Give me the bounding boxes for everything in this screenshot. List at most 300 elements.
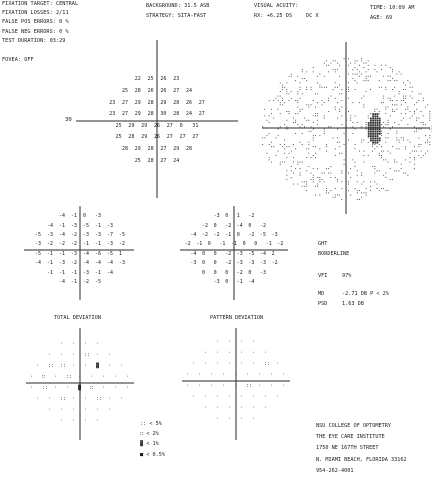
grayscale-dot [346, 195, 347, 196]
grayscale-dot [348, 184, 349, 185]
grayscale-dot [300, 173, 301, 174]
grayscale-dot [392, 78, 393, 79]
grayscale-dot [377, 113, 379, 115]
probability-symbol: · [192, 360, 196, 367]
probability-symbol: · [270, 382, 274, 389]
legend-symbol-2: ∷ [140, 431, 144, 438]
grayscale-dot [284, 140, 285, 141]
pattern-deviation-cell: -4 [248, 278, 255, 285]
grayscale-dot [317, 82, 318, 83]
total-deviation-cell: -4 [83, 250, 90, 257]
pattern-deviation-cell: 1 [236, 213, 240, 220]
grayscale-dot [348, 89, 349, 90]
grayscale-dot [381, 65, 382, 66]
threshold-cell: 25 [115, 134, 122, 141]
grayscale-dot [421, 93, 422, 94]
grayscale-dot [414, 113, 415, 114]
grayscale-dot [330, 177, 331, 178]
grayscale-dot [350, 120, 351, 121]
grayscale-dot [372, 113, 374, 115]
grayscale-dot [414, 168, 415, 169]
grayscale-dot [352, 159, 353, 160]
grayscale-dot [392, 146, 393, 147]
grayscale-dot [282, 162, 283, 163]
threshold-cell: 28 [128, 134, 135, 141]
grayscale-dot [348, 111, 349, 112]
grayscale-dot [379, 155, 380, 156]
pattern-deviation-cell: -3 [236, 250, 243, 257]
grayscale-dot [319, 87, 320, 88]
grayscale-dot [280, 82, 281, 83]
grayscale-dot [304, 126, 305, 127]
grayscale-dot [313, 168, 314, 169]
grayscale-dot [363, 63, 364, 64]
grayscale-dot [421, 151, 422, 152]
grayscale-dot [418, 100, 419, 101]
probability-symbol: · [252, 349, 256, 356]
grayscale-dot [293, 173, 294, 174]
probability-symbol: · [216, 393, 220, 400]
probability-symbol: · [216, 349, 220, 356]
threshold-cell: 29 [134, 146, 141, 152]
background: BACKGROUND: 31.5 ASB [146, 3, 210, 9]
grayscale-dot [363, 151, 364, 152]
grayscale-dot [370, 129, 372, 131]
grayscale-dot [372, 146, 373, 147]
grayscale-dot [335, 107, 336, 108]
dc: DC X [306, 13, 319, 19]
grayscale-dot [335, 188, 336, 189]
probability-symbol: · [72, 351, 76, 358]
grayscale-dot [368, 60, 369, 61]
grayscale-dot [377, 129, 379, 131]
grayscale-dot [401, 74, 402, 75]
threshold-cell: 27 [122, 111, 129, 118]
grayscale-dot [284, 162, 285, 163]
total-deviation-cell: -1 [95, 269, 102, 276]
grayscale-dot [361, 74, 362, 75]
grayscale-dot [269, 133, 270, 134]
pattern-deviation-cell: -3 [260, 269, 267, 276]
grayscale-dot [374, 181, 375, 182]
grayscale-dot [357, 74, 358, 75]
grayscale-dot [394, 122, 395, 123]
grayscale-dot [416, 102, 417, 103]
total-deviation-cell: -5 [95, 278, 102, 285]
grayscale-dot [326, 151, 327, 152]
grayscale-field [262, 58, 432, 200]
grayscale-dot [293, 122, 294, 123]
grayscale-dot [317, 177, 318, 178]
total-deviation-cell: -4 [107, 269, 114, 276]
pattern-deviation-cell: -2 [225, 260, 232, 267]
grayscale-dot [297, 91, 298, 92]
grayscale-dot [291, 76, 292, 77]
grayscale-dot [333, 60, 334, 61]
grayscale-dot [278, 109, 279, 110]
grayscale-dot [374, 135, 376, 137]
grayscale-dot [286, 93, 287, 94]
pattern-deviation-cell: -2 [236, 269, 243, 276]
grayscale-dot [381, 157, 382, 158]
grayscale-dot [317, 102, 318, 103]
probability-symbol: · [108, 362, 112, 369]
grayscale-dot [385, 87, 386, 88]
grayscale-dot [308, 131, 309, 132]
grayscale-dot [407, 140, 408, 141]
grayscale-dot [313, 177, 314, 178]
grayscale-dot [374, 129, 376, 131]
grayscale-dot [280, 91, 281, 92]
grayscale-dot [284, 102, 285, 103]
grayscale-dot [377, 137, 379, 139]
probability-symbol: · [72, 395, 76, 402]
grayscale-dot [355, 148, 356, 149]
grayscale-dot [341, 124, 342, 125]
grayscale-dot [407, 124, 408, 125]
grayscale-dot [363, 80, 364, 81]
grayscale-dot [425, 124, 426, 125]
pattern-deviation-cell: -1 [231, 241, 238, 248]
probability-symbol: :: [60, 395, 67, 402]
grayscale-dot [374, 173, 375, 174]
threshold-cell: 27 [198, 99, 205, 106]
grayscale-dot [392, 109, 393, 110]
grayscale-dot [286, 170, 287, 171]
probability-symbol: · [234, 382, 238, 389]
probability-symbol: · [228, 404, 232, 411]
grayscale-dot [363, 107, 364, 108]
grayscale-dot [377, 146, 378, 147]
grayscale-dot [370, 131, 372, 133]
grayscale-dot [297, 93, 298, 94]
total-deviation-cell: -1 [59, 269, 66, 276]
threshold-cell: 27 [198, 111, 205, 118]
grayscale-dot [383, 122, 384, 123]
grayscale-dot [407, 80, 408, 81]
total-deviation-cell: -1 [47, 269, 54, 276]
grayscale-dot [278, 96, 279, 97]
grayscale-dot [324, 118, 325, 119]
grayscale-dot [410, 142, 411, 143]
grayscale-dot [313, 137, 314, 138]
grayscale-dot [377, 120, 379, 122]
total-deviation-cell: -1 [95, 241, 102, 248]
grayscale-dot [379, 190, 380, 191]
grayscale-dot [289, 113, 290, 114]
pattern-deviation-cell: -4 [190, 250, 197, 257]
threshold-cell: 23 [109, 99, 116, 106]
probability-symbol: · [222, 382, 226, 389]
probability-symbol: · [282, 371, 286, 378]
grayscale-dot [273, 118, 274, 119]
grayscale-dot [352, 69, 353, 70]
grayscale-dot [262, 126, 263, 127]
threshold-cell: 28 [147, 99, 154, 106]
grayscale-dot [341, 100, 342, 101]
grayscale-dot [388, 151, 389, 152]
total-deviation-cell: -2 [59, 241, 66, 248]
grayscale-dot [348, 74, 349, 75]
grayscale-dot [410, 157, 411, 158]
grayscale-dot [319, 181, 320, 182]
grayscale-dot [295, 80, 296, 81]
grayscale-dot [407, 107, 408, 108]
grayscale-dot [377, 122, 379, 124]
grayscale-dot [339, 93, 340, 94]
grayscale-dot [302, 109, 303, 110]
grayscale-dot [317, 186, 318, 187]
grayscale-dot [326, 190, 327, 191]
grayscale-dot [275, 98, 276, 99]
grayscale-dot [403, 140, 404, 141]
grayscale-dot [333, 197, 334, 198]
grayscale-dot [357, 190, 358, 191]
grayscale-dot [396, 140, 397, 141]
threshold-cell: 29 [134, 111, 141, 118]
grayscale-dot [267, 135, 268, 136]
grayscale-dot [381, 133, 382, 134]
threshold-cell: 29 [141, 134, 148, 141]
grayscale-dot [328, 98, 329, 99]
probability-symbol: · [114, 384, 118, 391]
grayscale-dot [341, 89, 342, 90]
grayscale-dot [381, 188, 382, 189]
grayscale-dot [374, 111, 375, 112]
grayscale-dot [306, 184, 307, 185]
grayscale-dot [326, 146, 327, 147]
pattern-deviation-cell: -3 [260, 260, 267, 267]
grayscale-dot [284, 153, 285, 154]
grayscale-dot [282, 89, 283, 90]
probability-symbol: · [228, 338, 232, 345]
threshold-cell: 29 [141, 122, 148, 129]
grayscale-dot [311, 131, 312, 132]
grayscale-dot [348, 82, 349, 83]
grayscale-dot [423, 98, 424, 99]
grayscale-dot [368, 76, 369, 77]
probability-symbol: · [84, 362, 88, 369]
grayscale-dot [429, 129, 430, 130]
grayscale-dot [341, 173, 342, 174]
grayscale-dot [429, 144, 430, 145]
grayscale-dot [335, 195, 336, 196]
grayscale-dot [289, 93, 290, 94]
grayscale-dot [337, 63, 338, 64]
grayscale-dot [289, 76, 290, 77]
pattern-deviation-cell: -1 [225, 231, 232, 238]
legend-item-2 [140, 432, 165, 437]
grayscale-dot [291, 91, 292, 92]
threshold-cell: 30 [160, 111, 167, 118]
grayscale-dot [355, 63, 356, 64]
grayscale-dot [374, 113, 376, 115]
grayscale-dot [311, 104, 312, 105]
threshold-cell: 27 [122, 99, 129, 106]
grayscale-dot [293, 162, 294, 163]
grayscale-dot [401, 168, 402, 169]
grayscale-dot [317, 113, 318, 114]
grayscale-dot [273, 100, 274, 101]
grayscale-dot [350, 177, 351, 178]
grayscale-dot [330, 96, 331, 97]
grayscale-dot [352, 133, 353, 134]
grayscale-dot [366, 195, 367, 196]
grayscale-dot [280, 144, 281, 145]
grayscale-dot [405, 113, 406, 114]
grayscale-dot [348, 65, 349, 66]
grayscale-dot [337, 118, 338, 119]
grayscale-dot [418, 155, 419, 156]
probability-symbol: · [228, 349, 232, 356]
pattern-deviation-cell: 0 [207, 241, 211, 248]
clinic-footer [316, 424, 407, 474]
grayscale-dot [335, 60, 336, 61]
grayscale-dot [383, 159, 384, 160]
total-deviation-cell: -1 [59, 222, 66, 229]
grayscale-dot [372, 137, 374, 139]
grayscale-dot [357, 170, 358, 171]
total-deviation-cell: -2 [71, 260, 78, 267]
grayscale-dot [339, 153, 340, 154]
grayscale-dot [372, 120, 374, 122]
total-deviation-cell: -4 [59, 213, 66, 220]
grayscale-dot [401, 120, 402, 121]
footer-line-2: THE EYE CARE INSTITUTE [316, 434, 385, 441]
grayscale-dot [286, 91, 287, 92]
total-deviation-cell: 0 [83, 213, 87, 220]
grayscale-dot [368, 115, 369, 116]
grayscale-dot [394, 170, 395, 171]
probability-symbol: · [126, 373, 130, 380]
grayscale-dot [423, 122, 424, 123]
probability-symbol: · [102, 384, 106, 391]
grayscale-dot [366, 71, 367, 72]
legend-item-05 [140, 453, 165, 458]
fixation-target: FIXATION TARGET: CENTRAL [2, 1, 79, 7]
grayscale-dot [339, 76, 340, 77]
grayscale-dot [405, 102, 406, 103]
probability-symbol: · [228, 393, 232, 400]
probability-symbol: · [30, 384, 34, 391]
grayscale-dot [368, 126, 370, 128]
probability-symbol: · [252, 415, 256, 422]
total-deviation-cell: -5 [35, 250, 42, 257]
grayscale-dot [337, 102, 338, 103]
grayscale-dot [280, 126, 281, 127]
grayscale-dot [284, 148, 285, 149]
grayscale-dot [388, 124, 389, 125]
grayscale-dot [427, 104, 428, 105]
grayscale-dot [370, 122, 372, 124]
grayscale-dot [304, 118, 305, 119]
grayscale-dot [374, 109, 375, 110]
probability-symbol: · [102, 373, 106, 380]
grayscale-dot [328, 65, 329, 66]
grayscale-dot [366, 91, 367, 92]
grayscale-dot [363, 192, 364, 193]
grayscale-dot [423, 100, 424, 101]
grayscale-dot [328, 71, 329, 72]
grayscale-dot [348, 87, 349, 88]
grayscale-dot [370, 124, 372, 126]
pattern-deviation-cell: 0 [225, 278, 229, 285]
threshold-cell: 28 [147, 111, 154, 118]
total-deviation-cell: -3 [35, 241, 42, 248]
grayscale-dot [308, 153, 309, 154]
grayscale-dot [295, 120, 296, 121]
pattern-deviation-cell: -1 [219, 241, 226, 248]
total-deviation-cell: -3 [71, 222, 78, 229]
total-deviation-cell: -5 [83, 222, 90, 229]
grayscale-dot [366, 126, 367, 127]
grayscale-dot [324, 102, 325, 103]
grayscale-dot [418, 144, 419, 145]
grayscale-dot [394, 104, 395, 105]
grayscale-dot [339, 85, 340, 86]
grayscale-dot [405, 109, 406, 110]
grayscale-dot [377, 118, 379, 120]
grayscale-dot [291, 98, 292, 99]
pattern-deviation-cell: -2 [271, 260, 278, 267]
grayscale-dot [383, 98, 384, 99]
pattern-deviation-cell: -3 [271, 231, 278, 238]
grayscale-dot [297, 102, 298, 103]
grayscale-dot [326, 144, 327, 145]
grayscale-dot [264, 109, 265, 110]
grayscale-dot [324, 133, 325, 134]
probability-symbol: · [264, 349, 268, 356]
total-deviation-cell: -4 [35, 260, 42, 267]
grayscale-dot [379, 124, 381, 126]
grayscale-dot [335, 69, 336, 70]
grayscale-dot [405, 85, 406, 86]
grayscale-dot [313, 181, 314, 182]
grayscale-dot [370, 181, 371, 182]
threshold-cell: 23 [109, 111, 116, 118]
grayscale-dot [377, 133, 379, 135]
grayscale-dot [429, 120, 430, 121]
footer-line-3: 1750 NE 167TH STREET [316, 445, 379, 452]
pattern-deviation-cell: 0 [213, 222, 217, 229]
threshold-cell: 27 [192, 134, 199, 141]
grayscale-dot [286, 146, 287, 147]
threshold-cell: 29 [173, 146, 180, 152]
grayscale-dot [372, 118, 374, 120]
grayscale-dot [392, 69, 393, 70]
grayscale-dot [385, 89, 386, 90]
grayscale-dot [280, 162, 281, 163]
grayscale-dot [429, 115, 430, 116]
grayscale-dot [372, 129, 374, 131]
grayscale-dot [326, 168, 327, 169]
pattern-deviation-cell: 0 [248, 269, 252, 276]
probability-symbol: · [204, 393, 208, 400]
grayscale-dot [399, 91, 400, 92]
grayscale-dot [267, 120, 268, 121]
threshold-cell: 25 [147, 76, 154, 83]
grayscale-dot [357, 175, 358, 176]
grayscale-dot [403, 98, 404, 99]
grayscale-dot [317, 184, 318, 185]
grayscale-dot [286, 82, 287, 83]
pattern-deviation-cell: -2 [202, 222, 209, 229]
grayscale-dot [403, 100, 404, 101]
probability-symbol: · [252, 360, 256, 367]
grayscale-dot [295, 100, 296, 101]
grayscale-dot [423, 124, 424, 125]
probability-symbol: · [204, 360, 208, 367]
